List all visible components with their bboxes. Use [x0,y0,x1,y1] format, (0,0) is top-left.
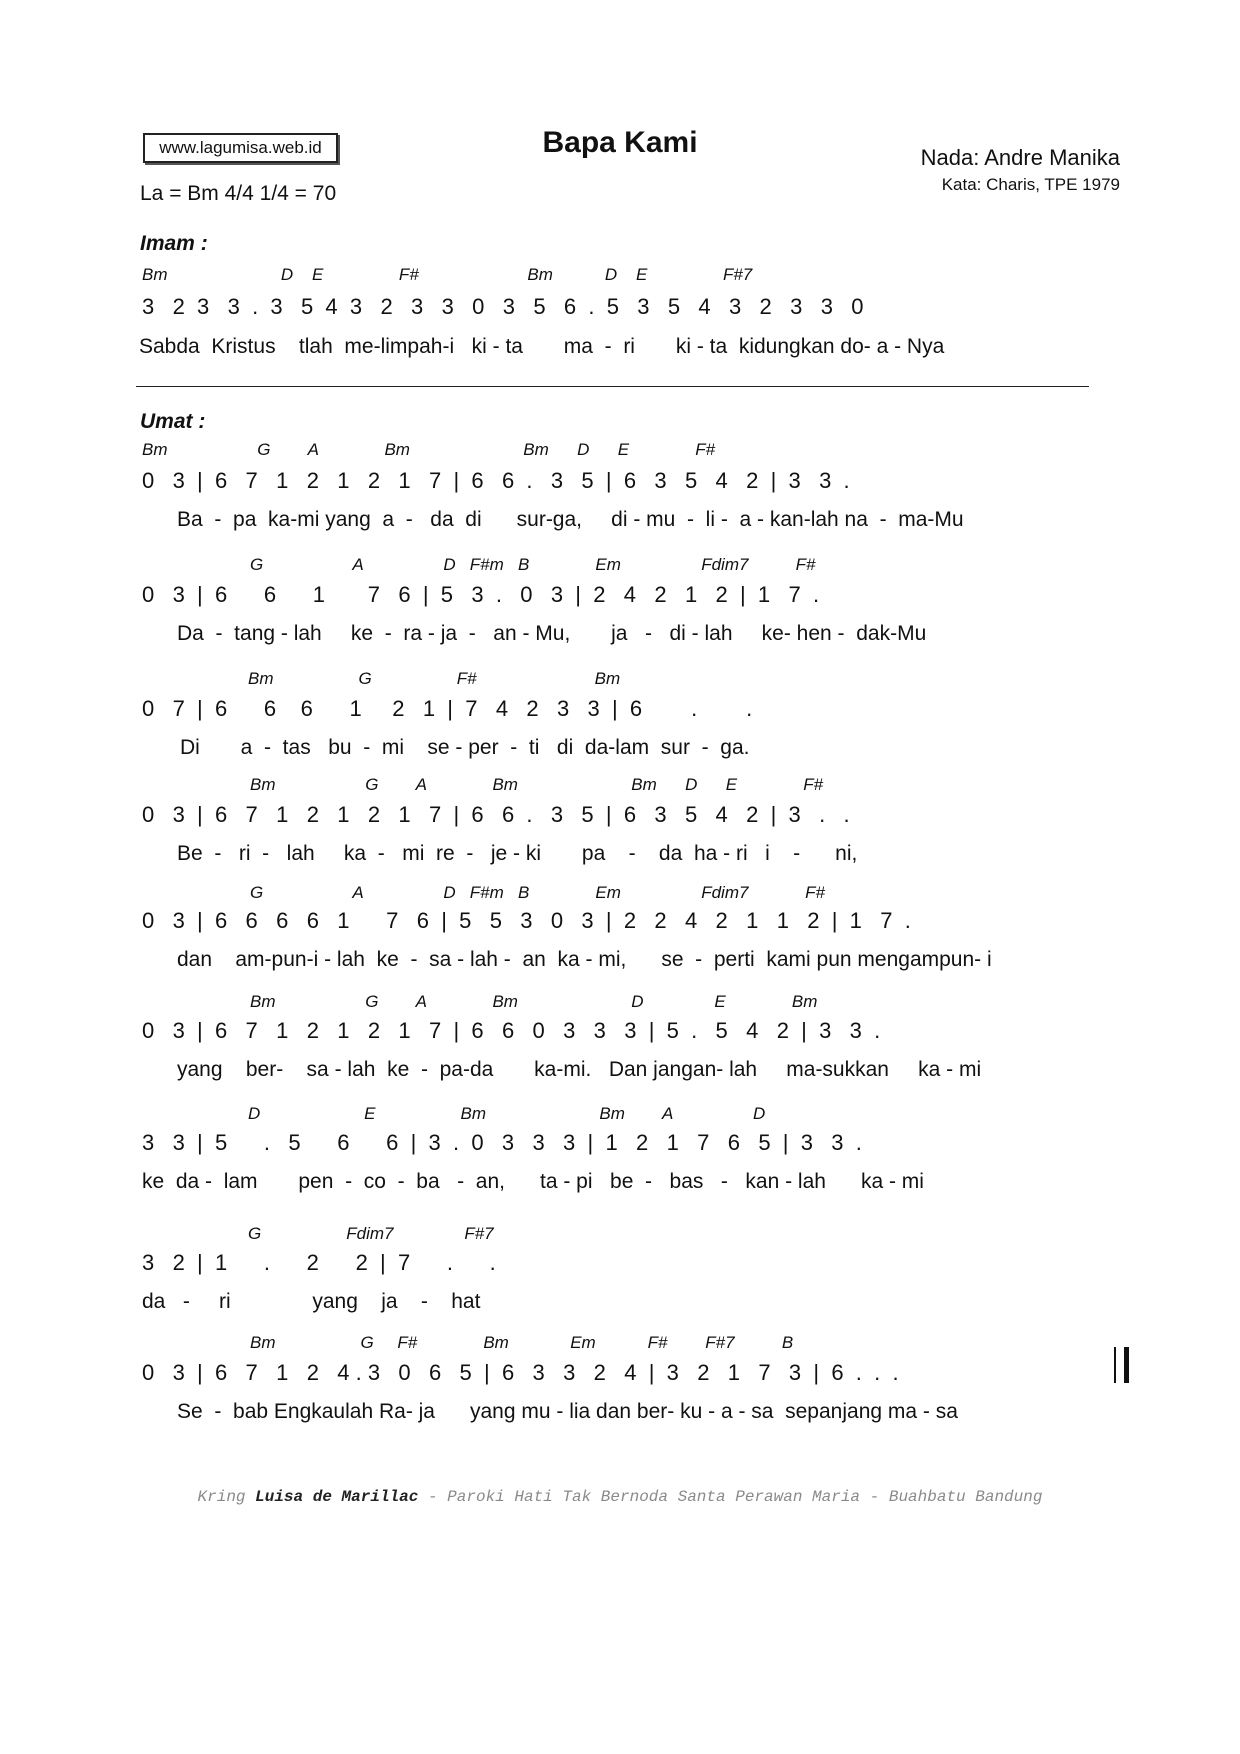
notation-line: 0 7 | 6 6 6 1 2 1 | 7 4 2 3 3 | 6 . . [142,696,753,721]
notation-line: 0 3 | 6 6 6 6 1 7 6 | 5 5 3 0 3 | 2 2 4 2 1 1 2 | 1 7 . [142,908,911,933]
final-barline [1114,1347,1129,1383]
song-title: Bapa Kami [542,126,698,159]
footer-prefix: Kring [197,1488,256,1506]
lyric-line: Sabda Kristus tlah me-limpah-i ki - ta ma - ri ki - ta kidungkan do- a - Nya [139,335,945,358]
notation-line: 3 2 | 1 . 2 2 | 7 . . [142,1250,496,1275]
lyric-line: ke da - lam pen - co - ba - an, ta - pi be - bas - kan - lah ka - mi [142,1170,924,1193]
composer-credit: Nada: Andre Manika [920,145,1120,170]
lyricist-credit: Kata: Charis, TPE 1979 [941,175,1120,194]
lyric-line: da - ri yang ja - hat [142,1290,481,1313]
footer-credit [0,1488,1240,1506]
notation-line: 0 3 | 6 6 1 7 6 | 5 3 . 0 3 | 2 4 2 1 2 | 1 7 . [142,582,820,607]
section-imam: Imam : [140,232,208,255]
footer-group-name: Luisa de Marillac [255,1488,419,1506]
chord-line: Bm D E F# Bm D E F#7 [142,265,753,284]
lyric-line: dan am-pun-i - lah ke - sa - lah - an ka - mi, se - perti kami pun mengampun- i [177,948,992,971]
chord-line: G Fdim7 F#7 [248,1224,494,1243]
footer-parish: - Paroki Hati Tak Bernoda Santa Perawan Maria - Buahbatu Bandung [418,1488,1043,1506]
lyric-line: yang ber- sa - lah ke - pa-da ka-mi. Dan jangan- lah ma-sukkan ka - mi [177,1058,982,1081]
notation-line: 0 3 | 6 7 1 2 1 2 1 7 | 6 6 . 3 5 | 6 3 5 4 2 | 3 3 . [142,468,850,493]
chord-line: D E Bm Bm A D [248,1104,766,1123]
chord-line: Bm G A Bm Bm D E F# [142,440,716,459]
lyric-line: Be - ri - lah ka - mi re - je - ki pa - da ha - ri i - ni, [177,842,858,865]
lyric-line: Di a - tas bu - mi se - per - ti di da-lam sur - ga. [180,736,750,759]
chord-line: G A D F#m B Em Fdim7 F# [250,883,825,902]
notation-line: 0 3 | 6 7 1 2 1 2 1 7 | 6 6 0 3 3 3 | 5 . 5 4 2 | 3 3 . [142,1018,881,1043]
notation-line: 3 3 | 5 . 5 6 6 | 3 . 0 3 3 3 | 1 2 1 7 6 5 | 3 3 . [142,1130,862,1155]
chord-line: G A D F#m B Em Fdim7 F# [250,555,816,574]
section-umat: Umat : [140,410,206,433]
chord-line: Bm G F# Bm [248,669,621,688]
section-divider [136,386,1089,387]
lyric-line: Ba - pa ka-mi yang a - da di sur-ga, di - mu - li - a - kan-lah na - ma-Mu [177,508,964,531]
notation-line: 0 3 | 6 7 1 2 4 . 3 0 6 5 | 6 3 3 2 4 | 3 2 1 7 3 | 6 . . . [142,1360,899,1385]
notation-line: 3 2 3 3 . 3 5 4 3 2 3 3 0 3 5 6 . 5 3 5 4 3 2 3 3 0 [142,294,864,319]
lyric-line: Se - bab Engkaulah Ra- ja yang mu - lia dan ber- ku - a - sa sepanjang ma - sa [177,1400,958,1423]
notation-line: 0 3 | 6 7 1 2 1 2 1 7 | 6 6 . 3 5 | 6 3 5 4 2 | 3 . . [142,802,850,827]
chord-line: Bm G A Bm D E Bm [250,992,818,1011]
key-tempo-info: La = Bm 4/4 1/4 = 70 [140,182,337,205]
lyric-line: Da - tang - lah ke - ra - ja - an - Mu, ja - di - lah ke- hen - dak-Mu [177,622,927,645]
chord-line: Bm G A Bm Bm D E F# [250,775,824,794]
chord-line: Bm G F# Bm Em F# F#7 B [250,1333,794,1352]
website-label: www.lagumisa.web.id [143,133,338,163]
